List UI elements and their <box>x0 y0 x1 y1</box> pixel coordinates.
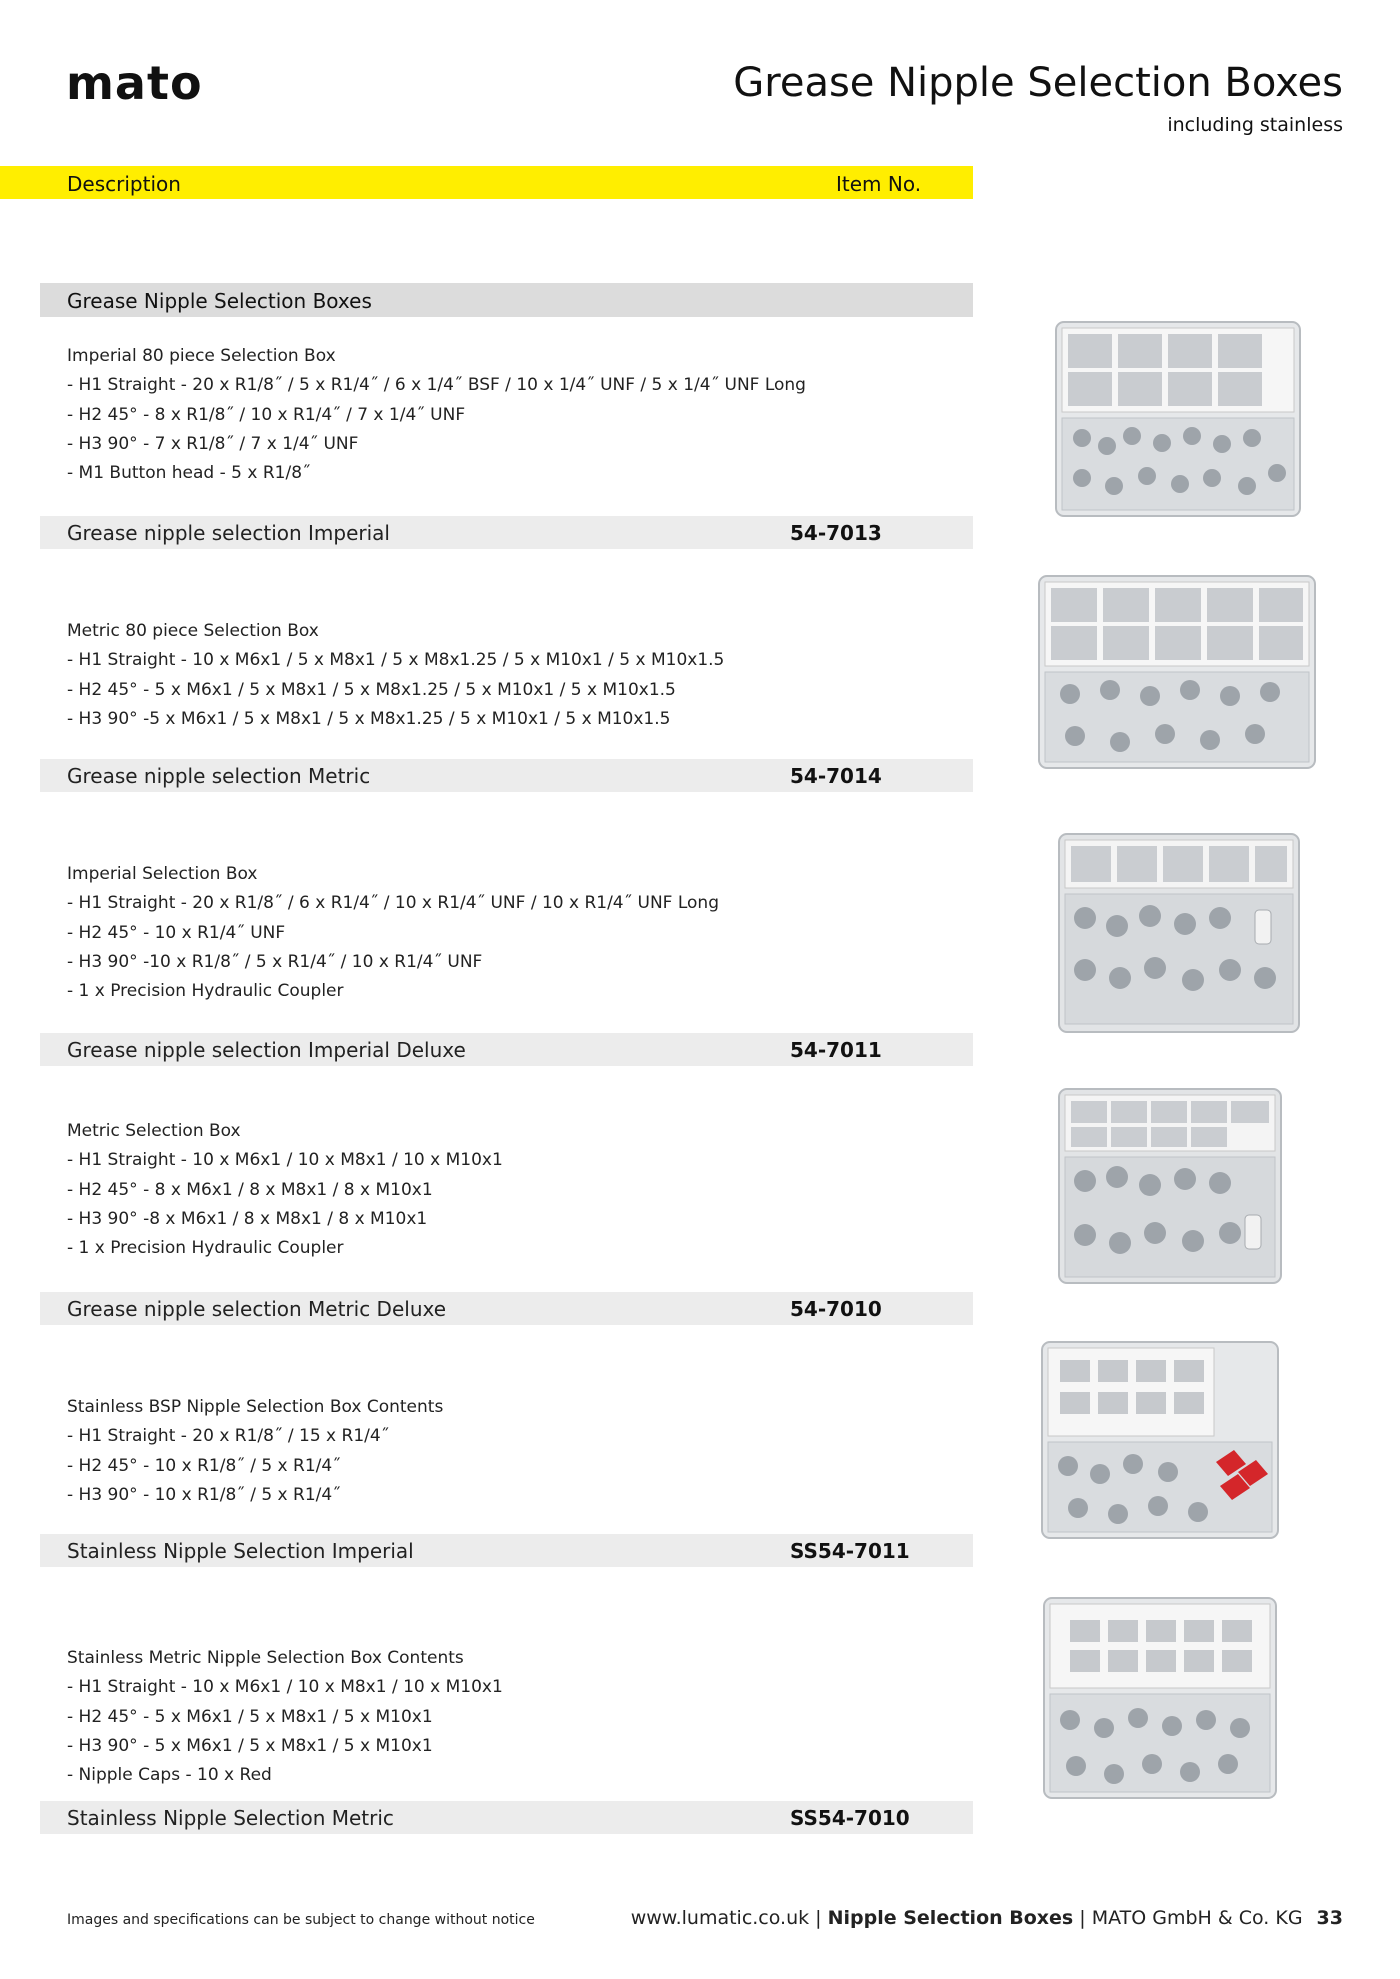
mato-logo: mato <box>66 56 203 110</box>
contents-line: - H3 90° -5 x M6x1 / 5 x M8x1 / 5 x M8x1.25 / 5 x M10x1 / 5 x M10x1.5 <box>67 708 671 729</box>
contents-line: - H1 Straight - 20 x R1/8˝ / 5 x R1/4˝ / 6 x 1/4˝ BSF / 10 x 1/4˝ UNF / 5 x 1/4˝ UNF Long <box>67 375 806 396</box>
contents-line: Imperial 80 piece Selection Box <box>67 346 336 366</box>
contents-line: Metric 80 piece Selection Box <box>67 621 319 641</box>
contents-line: Stainless BSP Nipple Selection Box Contents <box>67 1397 444 1417</box>
product-row <box>40 1292 973 1325</box>
item-number: 54-7010 <box>790 1297 882 1321</box>
product-image-box <box>1035 572 1319 772</box>
contents-line: - H2 45° - 5 x M6x1 / 5 x M8x1 / 5 x M8x1.25 / 5 x M10x1 / 5 x M10x1.5 <box>67 679 676 700</box>
product-name: Stainless Nipple Selection Imperial <box>67 1539 414 1563</box>
product-contents <box>67 1644 503 1790</box>
contents-line: - H2 45° - 5 x M6x1 / 5 x M8x1 / 5 x M10x1 <box>67 1706 433 1727</box>
contents-line: - Nipple Caps - 10 x Red <box>67 1765 272 1786</box>
product-name: Grease nipple selection Metric <box>67 764 371 788</box>
header-item-no: Item No. <box>836 172 922 196</box>
page-subtitle: including stainless <box>1167 114 1343 136</box>
product-image-box <box>1040 1594 1280 1802</box>
contents-line: - H1 Straight - 10 x M6x1 / 10 x M8x1 / 10 x M10x1 <box>67 1150 503 1171</box>
product-name: Grease nipple selection Imperial <box>67 521 390 545</box>
contents-line: - 1 x Precision Hydraulic Coupler <box>67 1238 344 1259</box>
product-contents <box>67 1117 503 1263</box>
contents-line: - H2 45° - 8 x M6x1 / 8 x M8x1 / 8 x M10x1 <box>67 1179 433 1200</box>
item-number: SS54-7011 <box>790 1539 910 1563</box>
product-image-box <box>1052 318 1304 520</box>
product-contents <box>67 860 719 1006</box>
item-number: 54-7014 <box>790 764 882 788</box>
table-header <box>0 166 973 199</box>
contents-line: - 1 x Precision Hydraulic Coupler <box>67 981 344 1002</box>
product-name: Grease nipple selection Metric Deluxe <box>67 1297 447 1321</box>
contents-line: - H3 90° -10 x R1/8˝ / 5 x R1/4˝ / 10 x R1/4˝ UNF <box>67 951 483 972</box>
footer-info: www.lumatic.co.uk | Nipple Selection Boxes | MATO GmbH & Co. KG 33 <box>630 1907 1343 1929</box>
contents-line: - H3 90° -8 x M6x1 / 8 x M8x1 / 8 x M10x1 <box>67 1208 428 1229</box>
disclaimer: Images and specifications can be subject to change without notice <box>67 1912 535 1928</box>
section-title: Grease Nipple Selection Boxes <box>67 289 372 313</box>
footer-company: MATO GmbH & Co. KG <box>1091 1907 1303 1929</box>
product-row <box>40 1534 973 1567</box>
header-description: Description <box>67 172 181 196</box>
product-name: Stainless Nipple Selection Metric <box>67 1806 394 1830</box>
contents-line: - H3 90° - 7 x R1/8˝ / 7 x 1/4˝ UNF <box>67 433 359 454</box>
section-heading <box>40 283 973 317</box>
product-contents <box>67 617 724 734</box>
product-image-box <box>1055 830 1303 1036</box>
contents-line: Imperial Selection Box <box>67 864 258 884</box>
item-number: SS54-7010 <box>790 1806 910 1830</box>
product-image-box <box>1055 1085 1285 1287</box>
contents-line: - H2 45° - 10 x R1/8˝ / 5 x R1/4˝ <box>67 1455 341 1476</box>
contents-line: - H2 45° - 8 x R1/8˝ / 10 x R1/4˝ / 7 x 1/4˝ UNF <box>67 404 466 425</box>
product-contents <box>67 342 806 488</box>
product-contents <box>67 1393 443 1510</box>
contents-line: - H1 Straight - 20 x R1/8˝ / 15 x R1/4˝ <box>67 1426 390 1447</box>
footer-section: Nipple Selection Boxes <box>827 1907 1074 1929</box>
contents-line: Stainless Metric Nipple Selection Box Contents <box>67 1648 464 1668</box>
contents-line: - H3 90° - 10 x R1/8˝ / 5 x R1/4˝ <box>67 1484 341 1505</box>
footer-website[interactable]: www.lumatic.co.uk <box>630 1907 810 1929</box>
contents-line: - H1 Straight - 10 x M6x1 / 10 x M8x1 / 10 x M10x1 <box>67 1677 503 1698</box>
item-number: 54-7011 <box>790 1038 882 1062</box>
product-row <box>40 516 973 549</box>
contents-line: - H3 90° - 5 x M6x1 / 5 x M8x1 / 5 x M10x1 <box>67 1735 433 1756</box>
product-row <box>40 1801 973 1834</box>
contents-line: Metric Selection Box <box>67 1121 241 1141</box>
contents-line: - M1 Button head - 5 x R1/8˝ <box>67 463 311 484</box>
contents-line: - H1 Straight - 10 x M6x1 / 5 x M8x1 / 5 x M8x1.25 / 5 x M10x1 / 5 x M10x1.5 <box>67 650 725 671</box>
contents-line: - H2 45° - 10 x R1/4˝ UNF <box>67 922 286 943</box>
page-number: 33 <box>1316 1907 1343 1929</box>
item-number: 54-7013 <box>790 521 882 545</box>
product-row <box>40 1033 973 1066</box>
page-title: Grease Nipple Selection Boxes <box>733 60 1343 106</box>
product-name: Grease nipple selection Imperial Deluxe <box>67 1038 466 1062</box>
product-row <box>40 759 973 792</box>
contents-line: - H1 Straight - 20 x R1/8˝ / 6 x R1/4˝ / 10 x R1/4˝ UNF / 10 x R1/4˝ UNF Long <box>67 893 720 914</box>
product-image-box <box>1038 1338 1282 1542</box>
